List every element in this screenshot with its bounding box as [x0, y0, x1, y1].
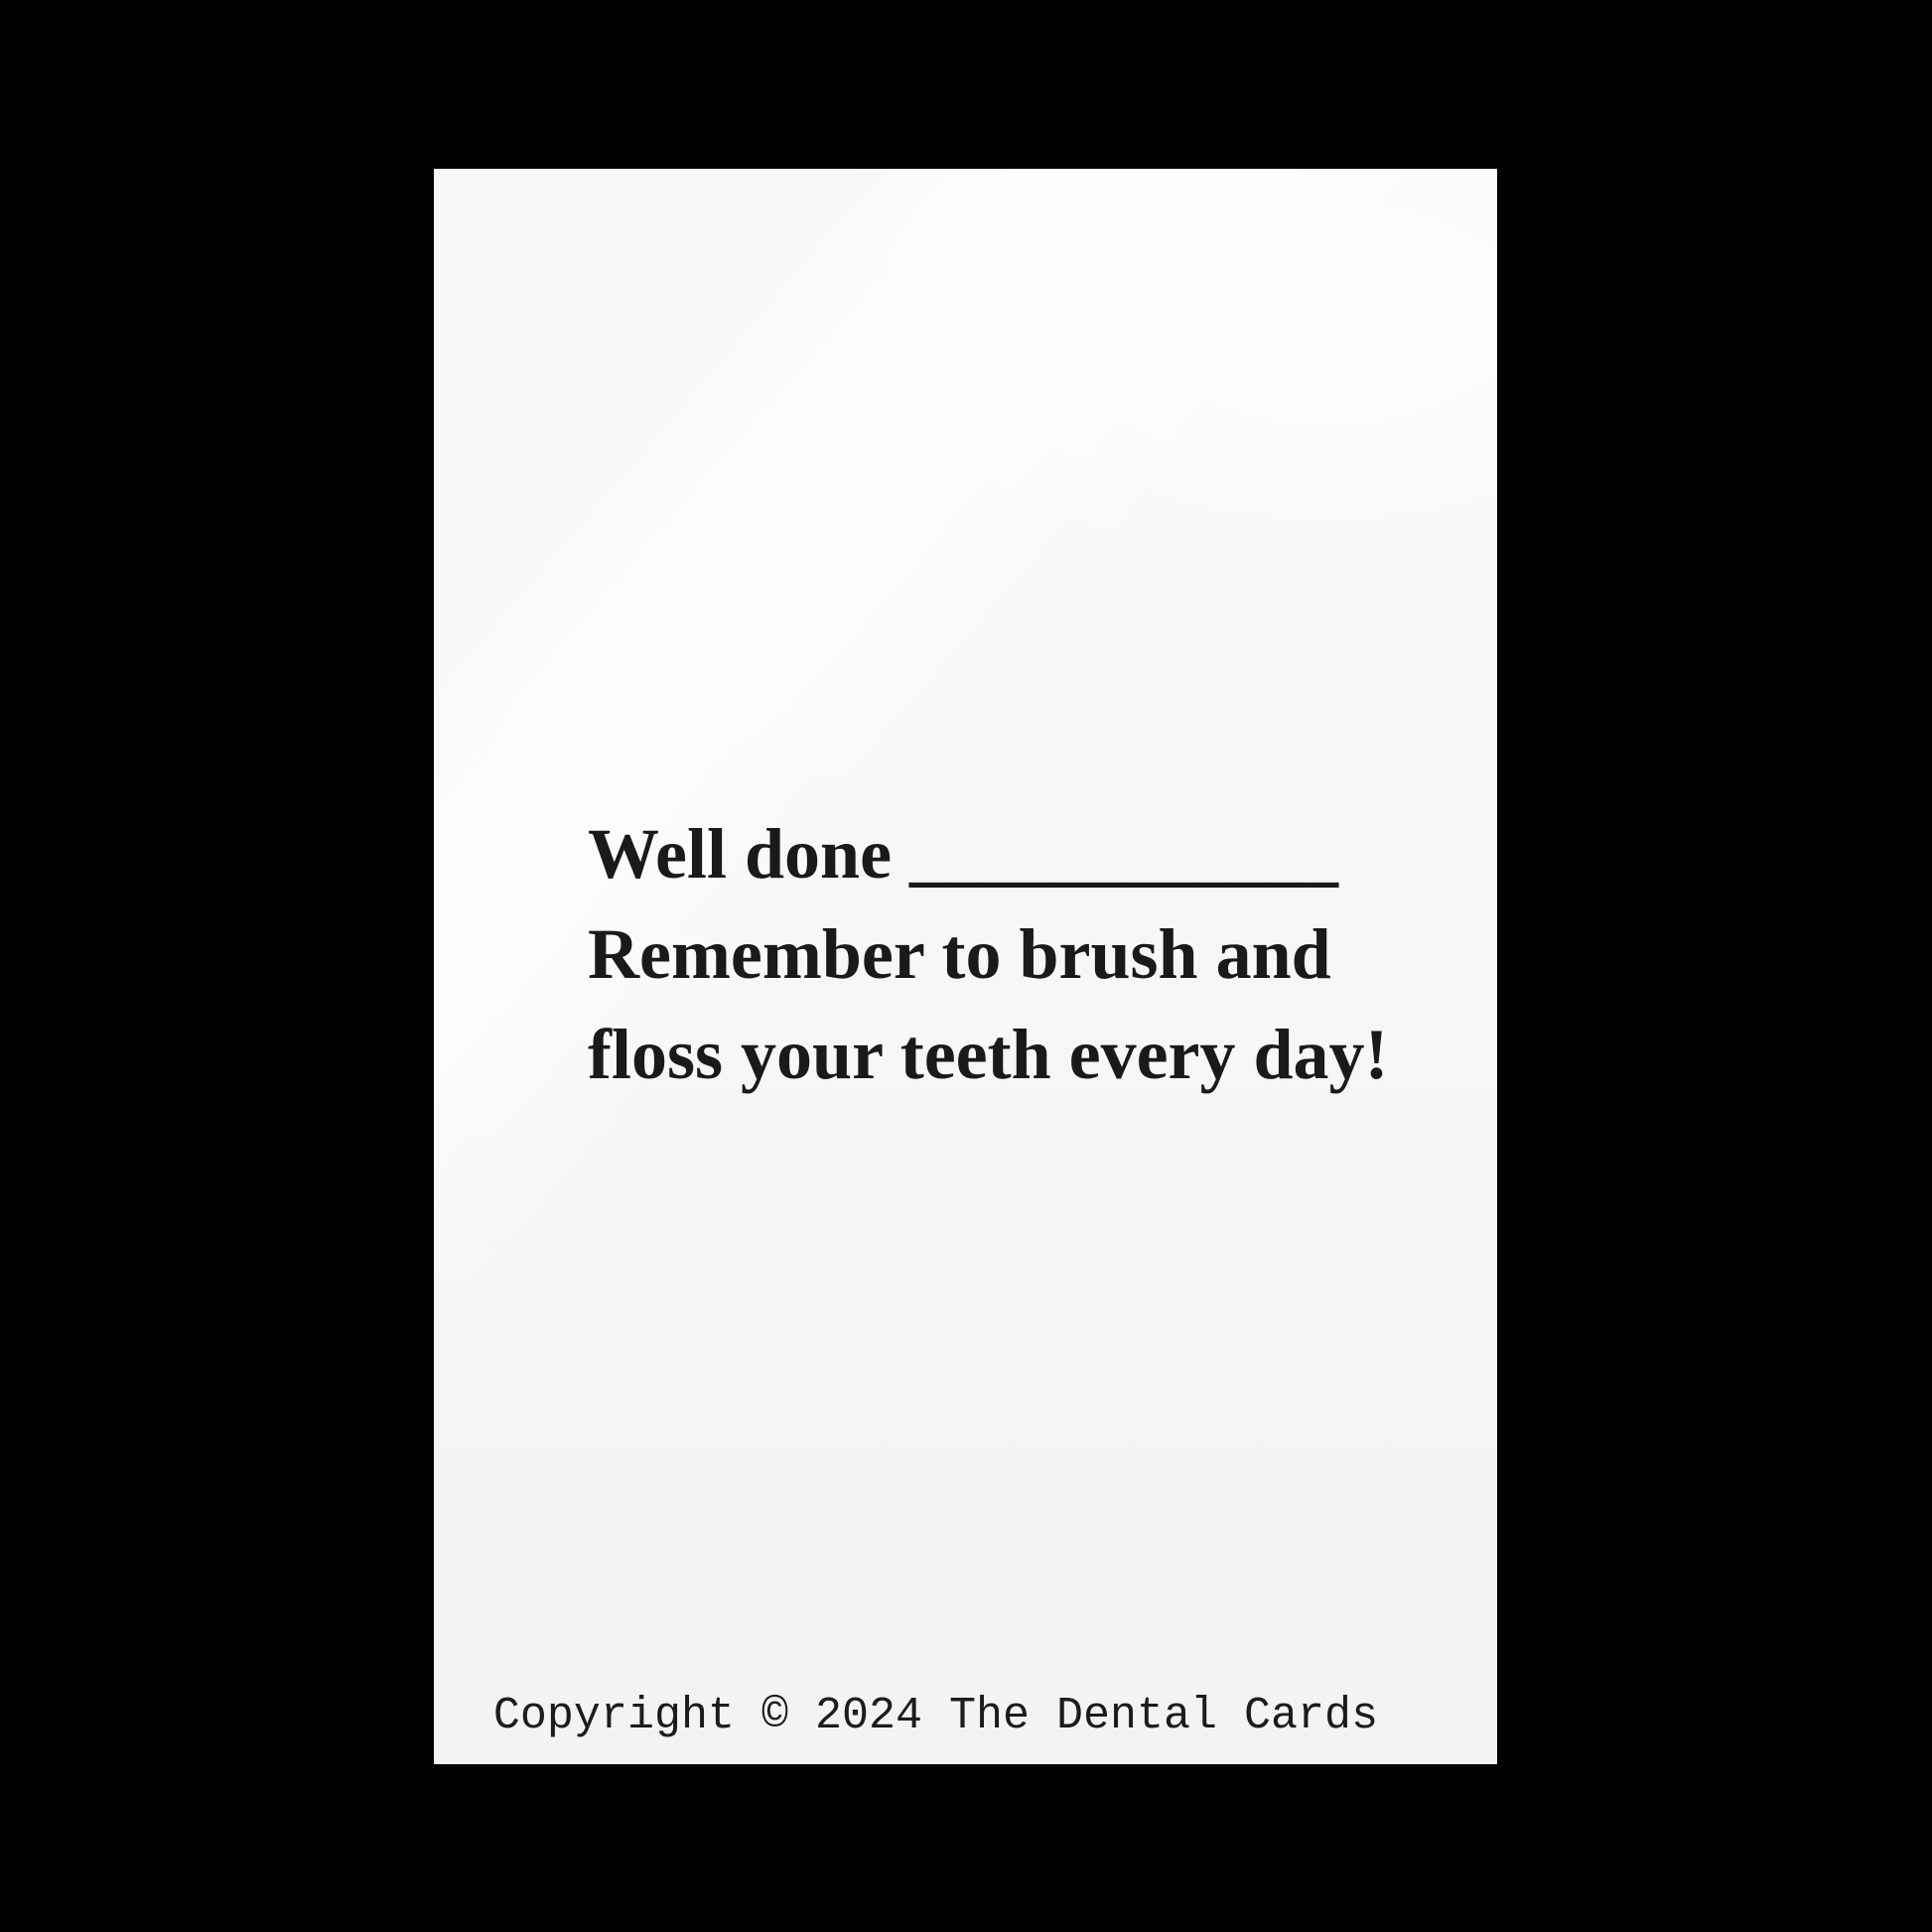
- message-line-floss: floss your teeth every day!: [588, 1015, 1389, 1094]
- card-message: [588, 804, 1389, 1105]
- message-line-remember: Remember to brush and: [588, 914, 1331, 994]
- copyright-text: Copyright © 2024 The Dental Cards: [492, 1691, 1379, 1741]
- message-line-well-done-blank: Well done ____________: [588, 814, 1339, 894]
- greeting-card: [434, 169, 1497, 1764]
